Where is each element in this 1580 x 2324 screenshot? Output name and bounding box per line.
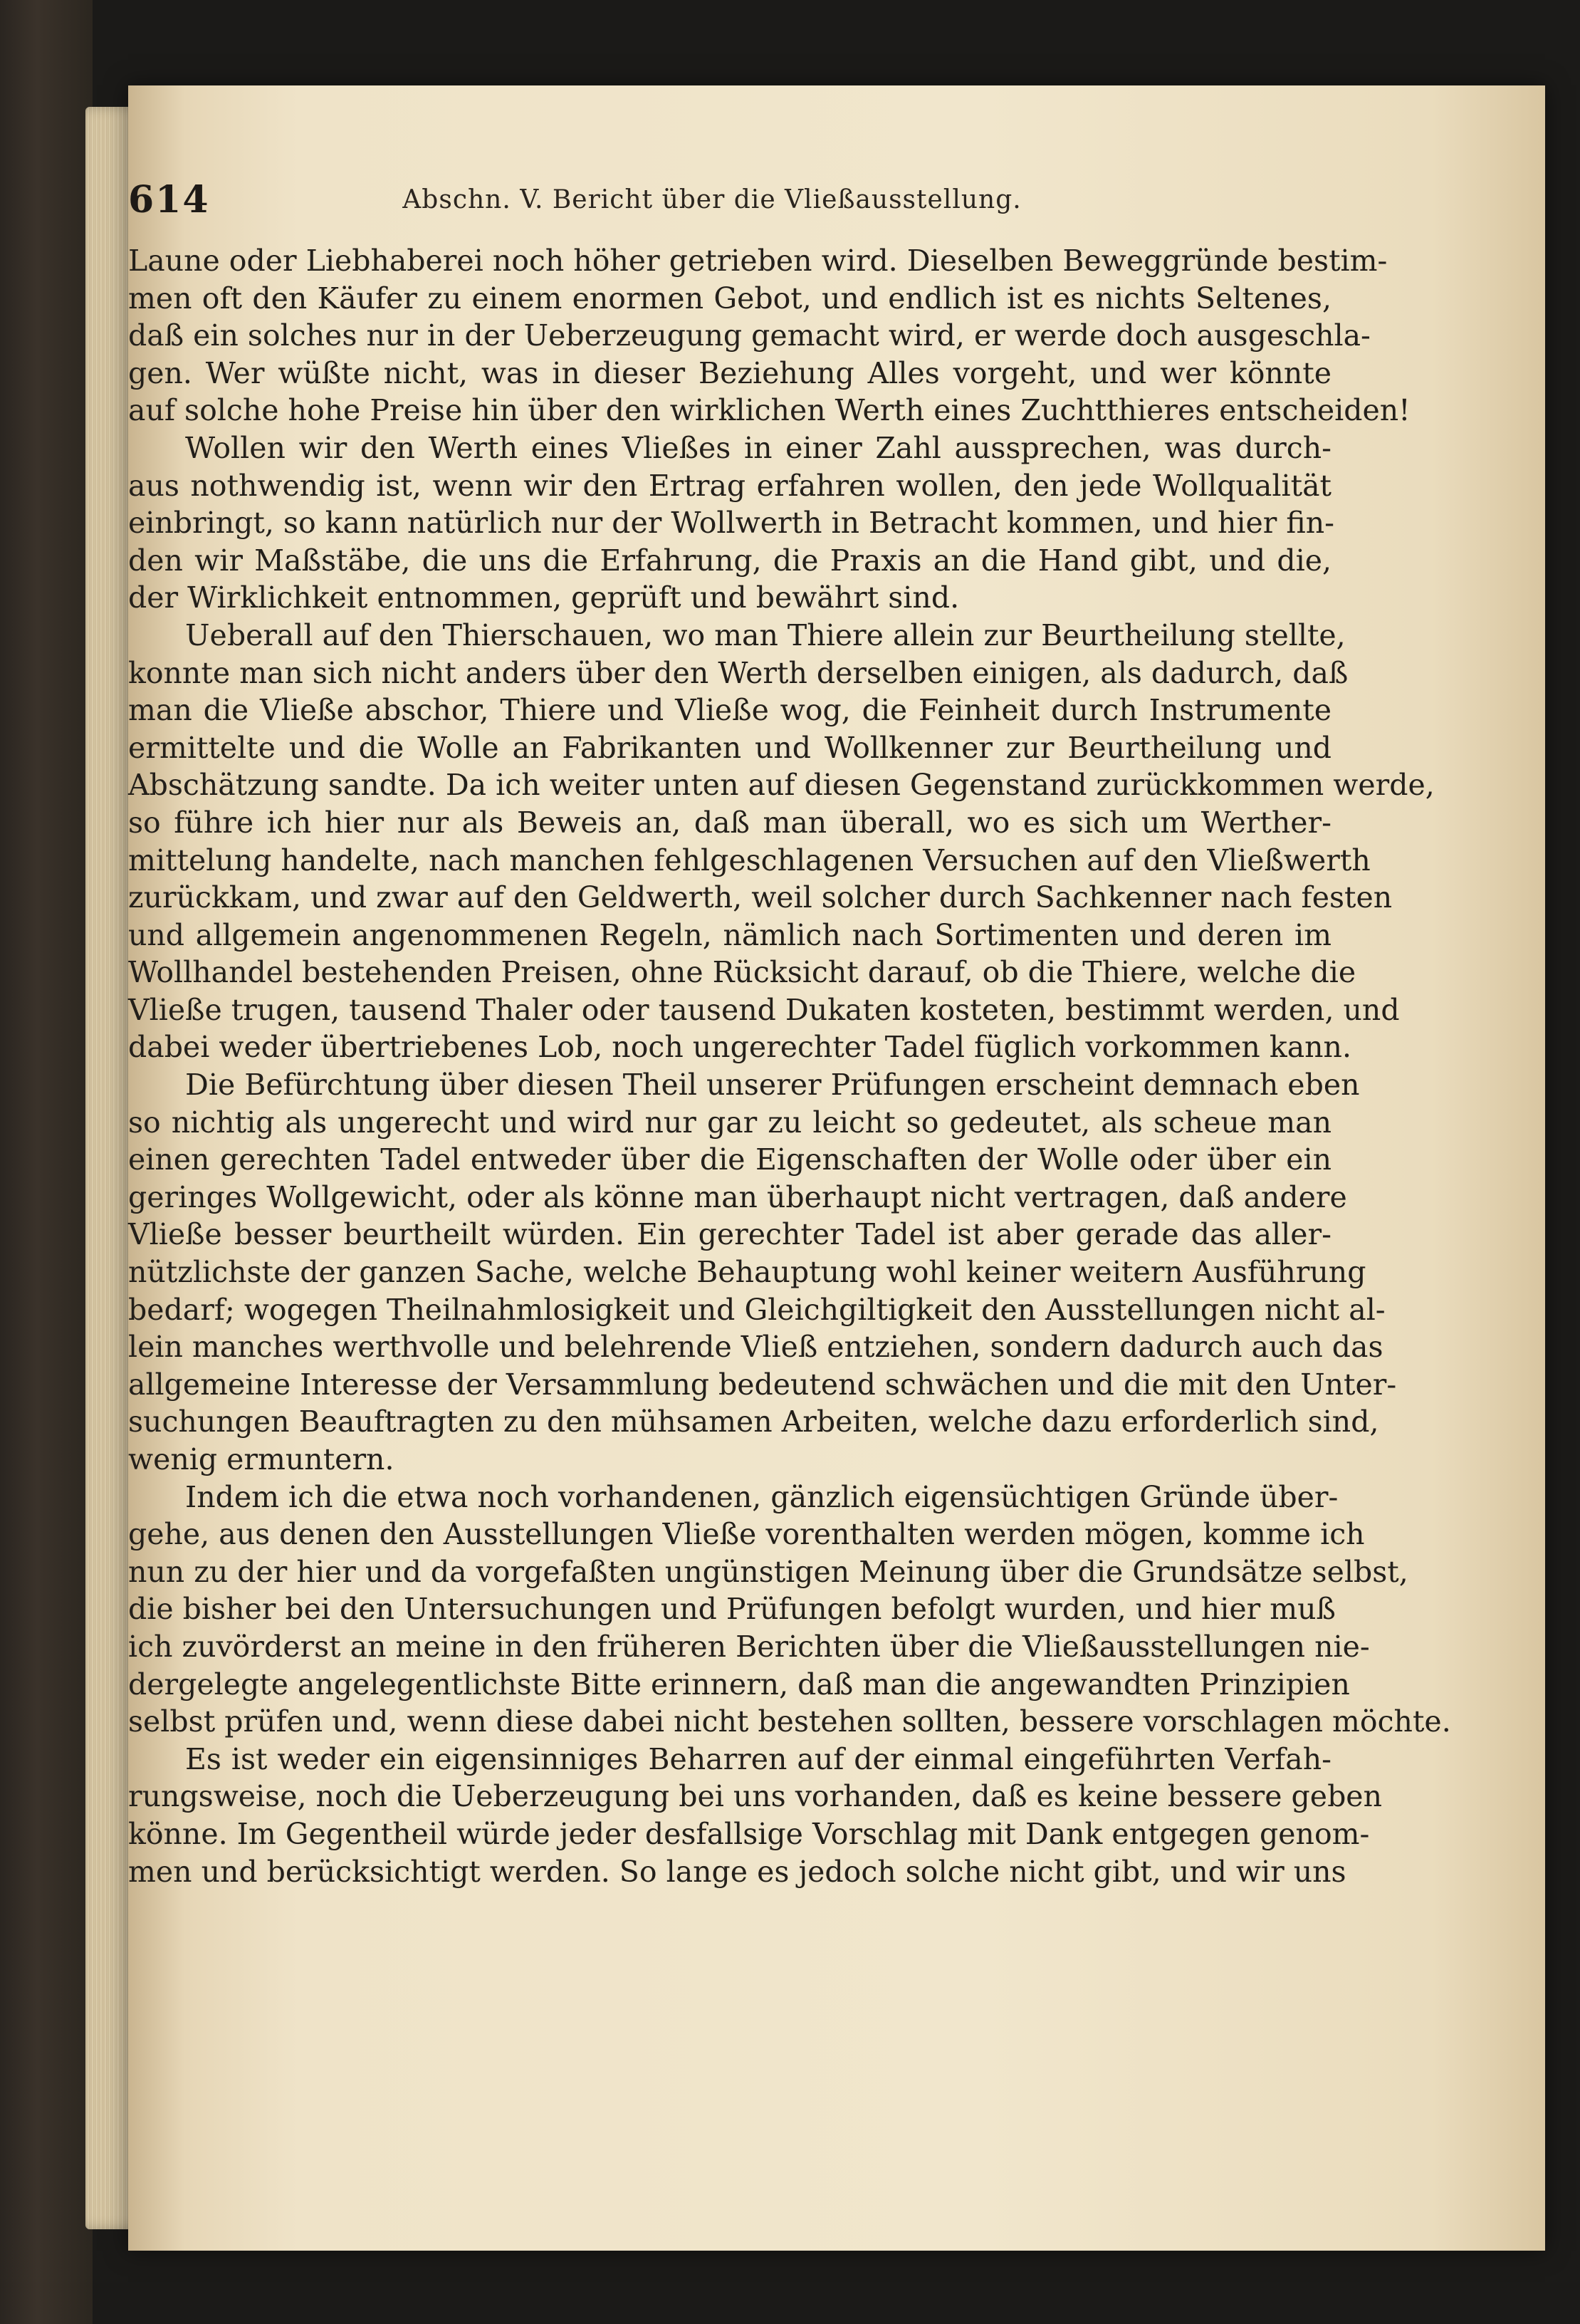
- text-line: zurückkam, und zwar auf den Geldwerth, weil solcher durch Sachkenner nach festen: [128, 880, 1393, 915]
- text-line: men und berücksichtigt werden. So lange es jedoch solche nicht gibt, und wir uns: [128, 1854, 1346, 1889]
- text-line: dergelegte angelegentlichste Bitte erinnern, daß man die angewandten Prinzipien: [128, 1667, 1350, 1702]
- text-line: dabei weder übertriebenes Lob, noch ungerechter Tadel füglich vorkommen kann.: [128, 1030, 1351, 1065]
- text-line: nun zu der hier und da vorgefaßten ungünstigen Meinung über die Grundsätze selbst,: [128, 1554, 1408, 1589]
- book-spine: [0, 0, 93, 2324]
- text-line: Laune oder Liebhaberei noch höher getrieben wird. Dieselben Beweggründe bestim-: [128, 244, 1388, 278]
- text-line: selbst prüfen und, wenn diese dabei nicht bestehen sollten, bessere vorschlagen möchte.: [128, 1704, 1451, 1739]
- text-line: lein manches werthvolle und belehrende Vließ entziehen, sondern dadurch auch das: [128, 1330, 1383, 1365]
- text-line: mittelung handelte, nach manchen fehlgeschlagenen Versuchen auf den Vließwerth: [128, 843, 1371, 877]
- text-line: den wir Maßstäbe, die uns die Erfahrung, die Praxis an die Hand gibt, und die,: [128, 543, 1332, 578]
- text-line: konnte man sich nicht anders über den Werth derselben einigen, als dadurch, daß: [128, 655, 1349, 690]
- text-line: nützlichste der ganzen Sache, welche Behauptung wohl keiner weitern Ausführung: [128, 1255, 1366, 1290]
- text-line: wenig ermuntern.: [128, 1442, 394, 1476]
- text-line: einen gerechten Tadel entweder über die Eigenschaften der Wolle oder über ein: [128, 1142, 1332, 1177]
- page-number: 614: [128, 178, 210, 222]
- text-line: gen. Wer wüßte nicht, was in dieser Beziehung Alles vorgeht, und wer könnte: [128, 355, 1332, 390]
- text-line: Die Befürchtung über diesen Theil unserer Prüfungen erscheint demnach eben: [185, 1068, 1360, 1103]
- text-line: ich zuvörderst an meine in den früheren Berichten über die Vließausstellungen nie-: [128, 1629, 1370, 1664]
- text-line: einbringt, so kann natürlich nur der Wollwerth in Betracht kommen, und hier fin-: [128, 506, 1334, 541]
- running-title: Abschn. V. Bericht über die Vließausstellung.: [402, 185, 1022, 214]
- text-line: suchungen Beauftragten zu den mühsamen Arbeiten, welche dazu erforderlich sind,: [128, 1405, 1379, 1439]
- text-line: bedarf; wogegen Theilnahmlosigkeit und Gleichgiltigkeit den Ausstellungen nicht al-: [128, 1292, 1386, 1327]
- text-line: die bisher bei den Untersuchungen und Prüfungen befolgt wurden, und hier muß: [128, 1592, 1336, 1627]
- text-line: Indem ich die etwa noch vorhandenen, gänzlich eigensüchtigen Gründe über-: [185, 1479, 1339, 1514]
- text-line: Wollen wir den Werth eines Vließes in einer Zahl aussprechen, was durch-: [185, 430, 1332, 465]
- text-line: und allgemein angenommenen Regeln, nämlich nach Sortimenten und deren im: [128, 917, 1332, 952]
- text-line: auf solche hohe Preise hin über den wirklichen Werth eines Zuchtthieres entscheiden!: [128, 393, 1411, 428]
- text-line: allgemeine Interesse der Versammlung bedeutend schwächen und die mit den Unter-: [128, 1367, 1397, 1402]
- text-line: Ueberall auf den Thierschauen, wo man Thiere allein zur Beurtheilung stellte,: [185, 618, 1346, 652]
- text-line: aus nothwendig ist, wenn wir den Ertrag erfahren wollen, den jede Wollqualität: [128, 468, 1332, 503]
- text-line: gehe, aus denen den Ausstellungen Vließe vorenthalten werden mögen, komme ich: [128, 1517, 1365, 1552]
- text-line: der Wirklichkeit entnommen, geprüft und bewährt sind.: [128, 580, 960, 615]
- text-line: Vließe trugen, tausend Thaler oder tausend Dukaten kosteten, bestimmt werden, und: [128, 992, 1400, 1027]
- text-line: Wollhandel bestehenden Preisen, ohne Rücksicht darauf, ob die Thiere, welche die: [128, 955, 1356, 990]
- book-page: [128, 85, 1545, 2251]
- text-line: men oft den Käufer zu einem enormen Gebot, und endlich ist es nichts Seltenes,: [128, 281, 1332, 316]
- text-line: so führe ich hier nur als Beweis an, daß man überall, wo es sich um Werther-: [128, 805, 1332, 840]
- text-line: daß ein solches nur in der Ueberzeugung gemacht wird, er werde doch ausgeschla-: [128, 318, 1371, 353]
- text-line: Abschätzung sandte. Da ich weiter unten auf diesen Gegenstand zurückkommen werde,: [128, 768, 1435, 803]
- text-line: Es ist weder ein eigensinniges Beharren auf der einmal eingeführten Verfah-: [185, 1741, 1332, 1776]
- text-line: ermittelte und die Wolle an Fabrikanten und Wollkenner zur Beurtheilung und: [128, 730, 1332, 765]
- text-line: so nichtig als ungerecht und wird nur gar zu leicht so gedeutet, als scheue man: [128, 1105, 1332, 1140]
- body-text: [128, 242, 1451, 1890]
- text-line: man die Vließe abschor, Thiere und Vließe wog, die Feinheit durch Instrumente: [128, 693, 1332, 728]
- text-line: geringes Wollgewicht, oder als könne man überhaupt nicht vertragen, daß andere: [128, 1179, 1347, 1214]
- text-line: könne. Im Gegentheil würde jeder desfallsige Vorschlag mit Dank entgegen genom-: [128, 1816, 1370, 1851]
- text-line: rungsweise, noch die Ueberzeugung bei uns vorhanden, daß es keine bessere geben: [128, 1779, 1382, 1814]
- running-head: [128, 178, 1324, 235]
- text-line: Vließe besser beurtheilt würden. Ein gerechter Tadel ist aber gerade das aller-: [128, 1217, 1332, 1252]
